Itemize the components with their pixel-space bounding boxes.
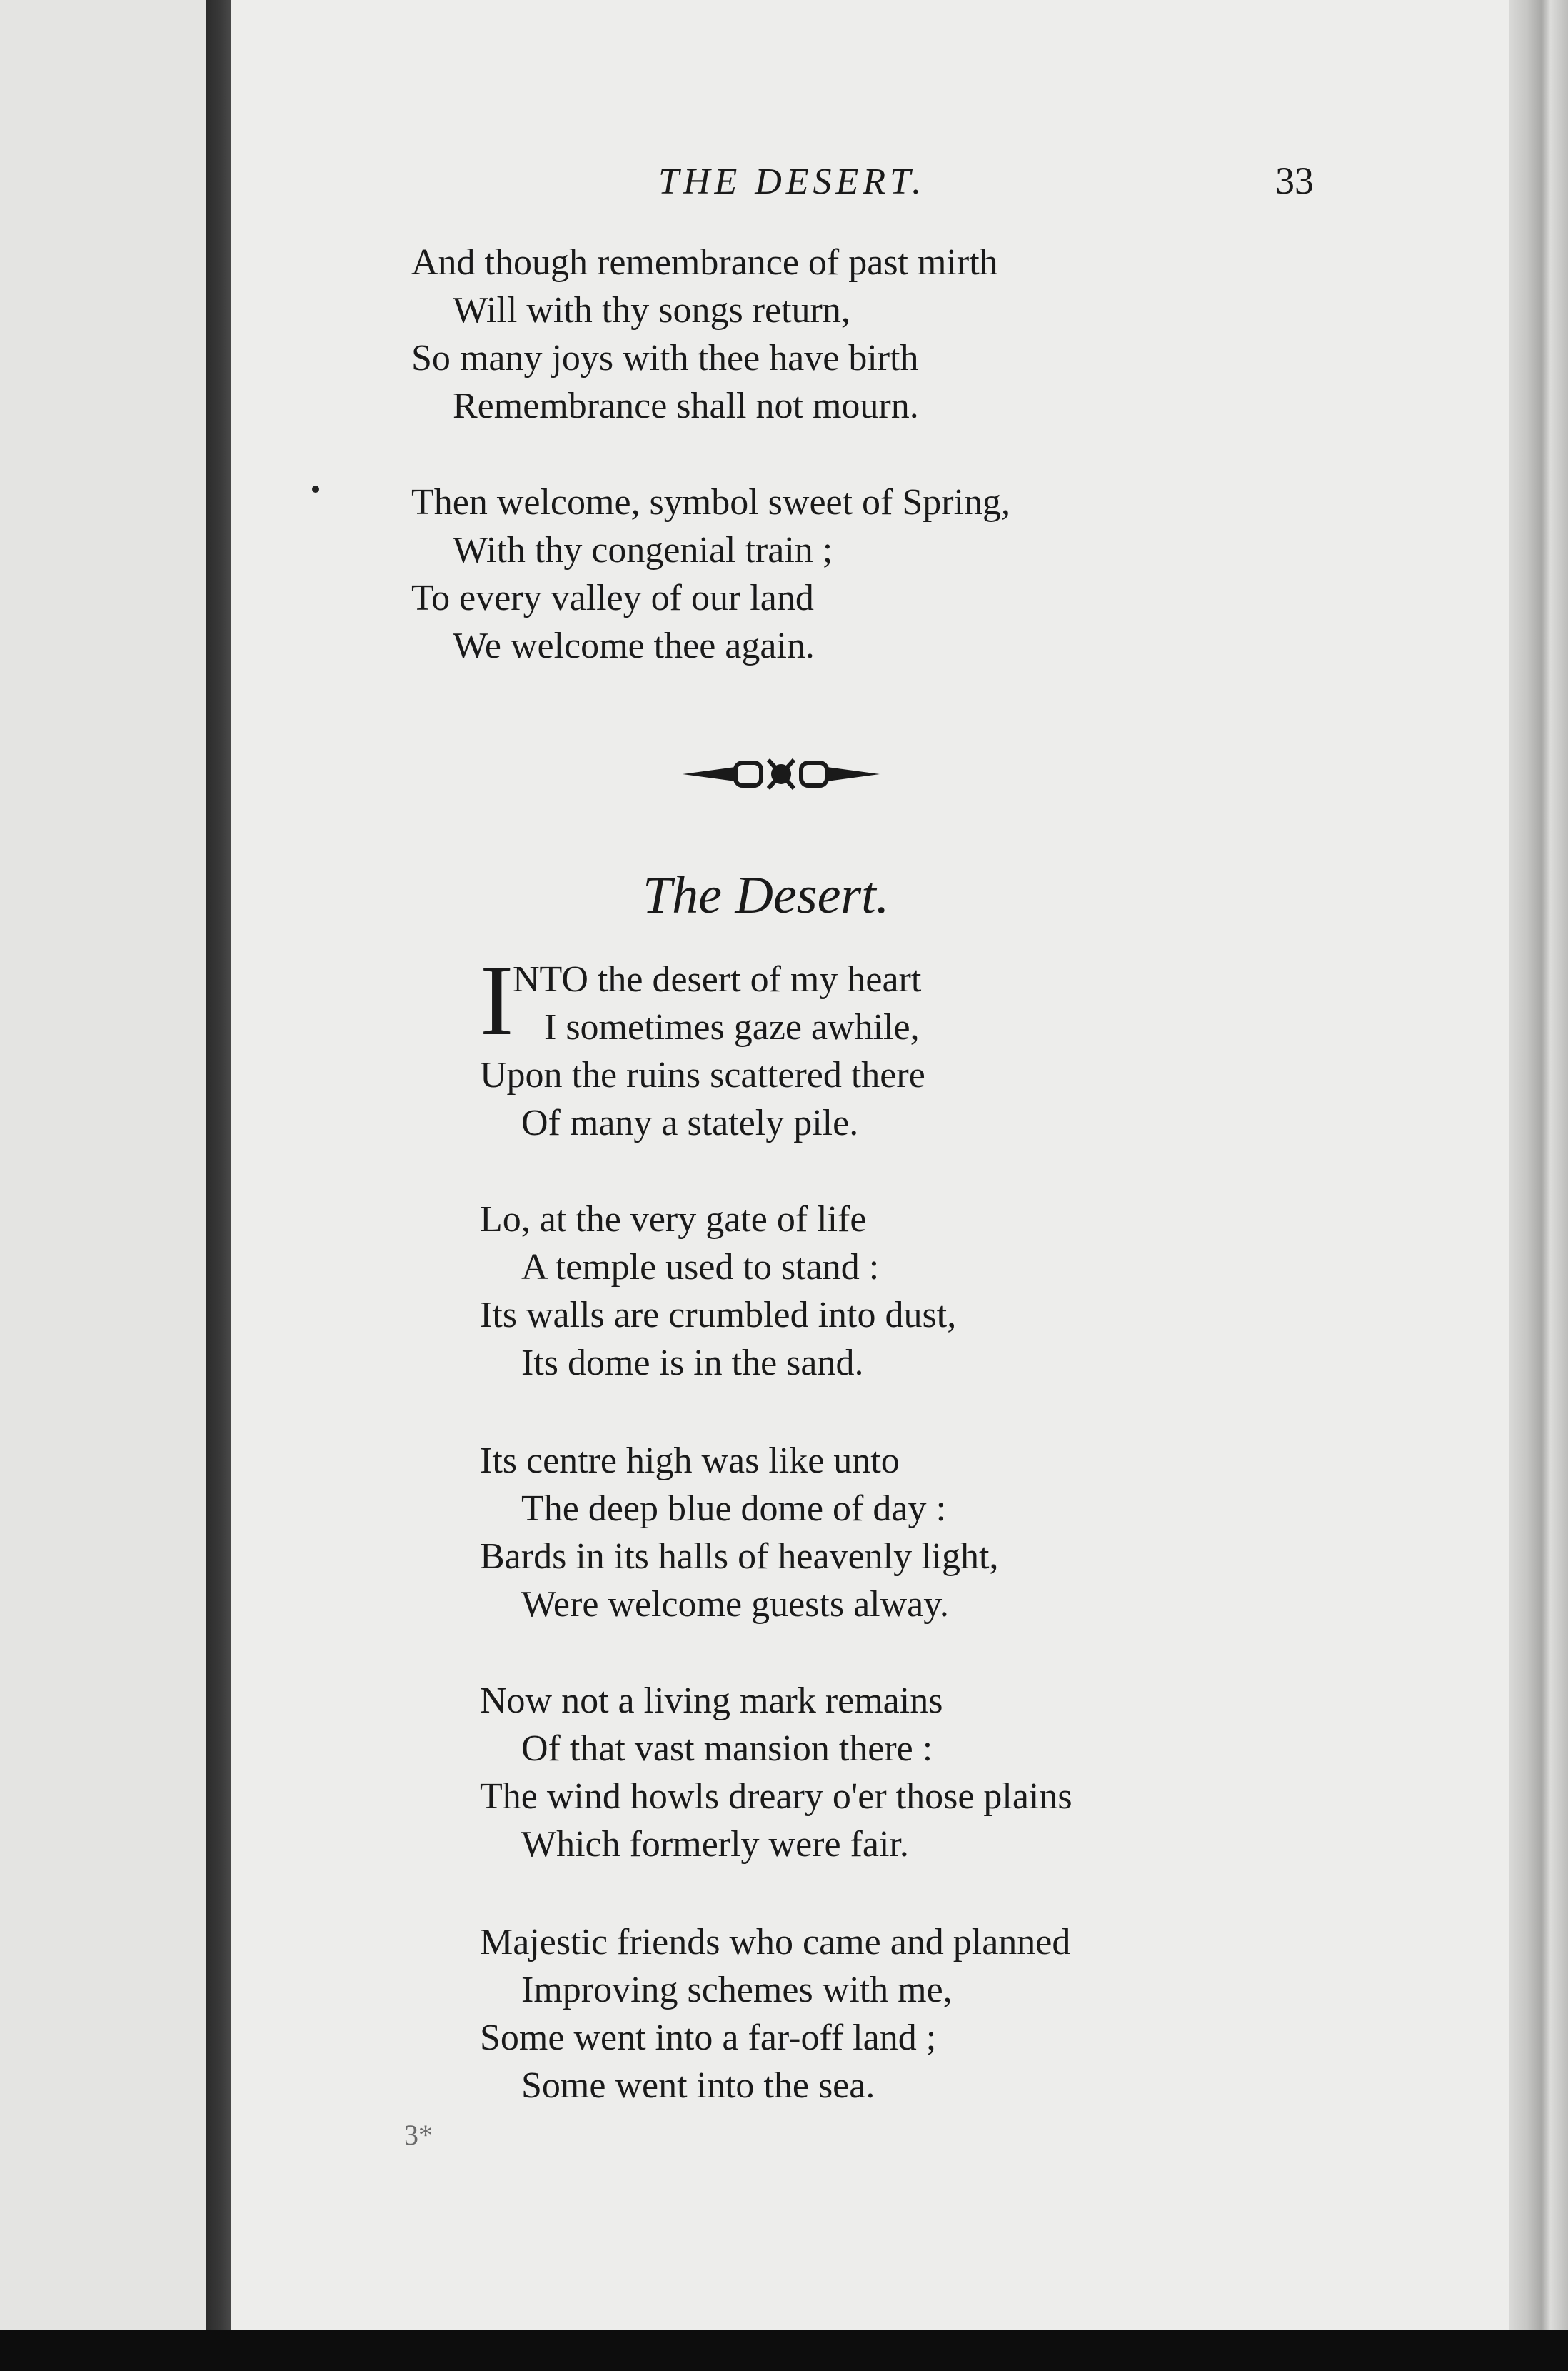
verse-line: With thy congenial train ; xyxy=(453,530,833,571)
verse-line: The deep blue dome of day : xyxy=(521,1488,946,1529)
verse-line: Improving schemes with me, xyxy=(521,1970,953,2010)
verse-line: Majestic friends who came and planned xyxy=(480,1922,1071,1963)
page-number: 33 xyxy=(1275,159,1314,202)
verse-line: Were welcome guests alway. xyxy=(521,1584,949,1625)
verse-line: The wind howls dreary o'er those plains xyxy=(480,1776,1072,1817)
fleuron-icon xyxy=(683,753,880,796)
signature-mark: 3* xyxy=(404,2119,433,2151)
previous-poem-stanza xyxy=(411,478,1010,670)
page-edges xyxy=(1509,0,1568,2330)
poem-stanza xyxy=(480,1677,1072,1868)
verse-line: Upon the ruins scattered there xyxy=(480,1055,925,1096)
previous-poem-stanza xyxy=(411,239,998,430)
verse-line: Its dome is in the sand. xyxy=(521,1343,864,1383)
verse-line: I sometimes gaze awhile, xyxy=(544,1007,920,1048)
verse-line: NTO the desert of my heart xyxy=(513,959,922,1000)
verse-line: Of many a stately pile. xyxy=(521,1103,859,1143)
verse-line: Bards in its halls of heavenly light, xyxy=(480,1536,999,1577)
verse-line: Some went into a far-off land ; xyxy=(480,2017,937,2058)
verse-line: Some went into the sea. xyxy=(521,2065,875,2106)
poem-stanza xyxy=(480,1195,956,1387)
drop-cap: I xyxy=(480,943,514,1056)
verse-line: Which formerly were fair. xyxy=(521,1824,909,1865)
verse-line: So many joys with thee have birth xyxy=(411,338,919,379)
verse-line: Lo, at the very gate of life xyxy=(480,1199,867,1240)
poem-title: The Desert. xyxy=(643,866,890,925)
verse-line: We welcome thee again. xyxy=(453,626,815,666)
poem-stanza xyxy=(480,1918,1070,2110)
poem-stanza xyxy=(480,943,925,1147)
verse-line: Of that vast mansion there : xyxy=(521,1728,933,1769)
verse-line: Now not a living mark remains xyxy=(480,1680,943,1721)
scan-border xyxy=(0,2330,1568,2371)
verse-line: Its walls are crumbled into dust, xyxy=(480,1295,957,1335)
running-title: THE DESERT. xyxy=(658,161,926,202)
stray-ink-mark xyxy=(312,486,319,493)
facing-page xyxy=(0,0,206,2330)
verse-line: Then welcome, symbol sweet of Spring, xyxy=(411,482,1011,523)
verse-line: A temple used to stand : xyxy=(521,1247,880,1288)
verse-line: Its centre high was like unto xyxy=(480,1440,900,1481)
verse-line: Remembrance shall not mourn. xyxy=(453,386,919,426)
book-gutter xyxy=(206,0,231,2330)
verse-line: To every valley of our land xyxy=(411,578,814,618)
poem-stanza xyxy=(480,1437,998,1628)
verse-line: Will with thy songs return, xyxy=(453,290,850,331)
verse-line: And though remembrance of past mirth xyxy=(411,242,998,283)
